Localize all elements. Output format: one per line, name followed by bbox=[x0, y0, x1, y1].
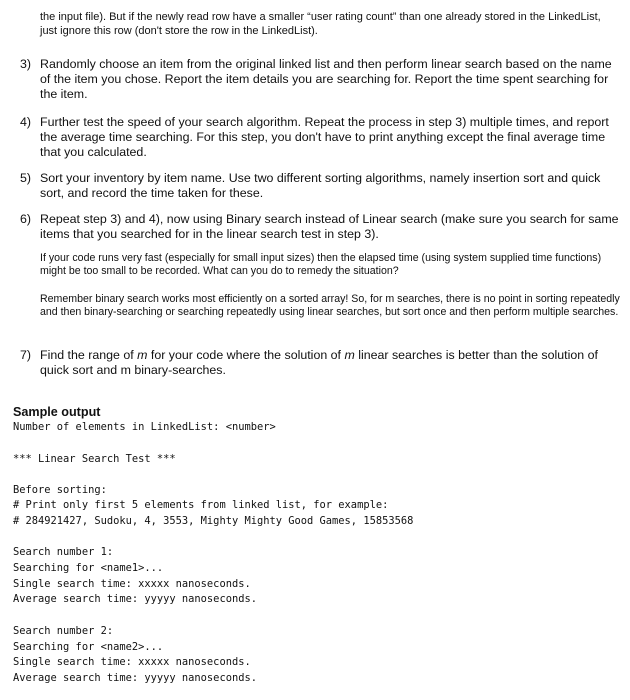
step-number: 7) bbox=[20, 348, 32, 362]
code-line-average-time: Average search time: yyyyy nanoseconds. bbox=[13, 672, 257, 684]
intro-paragraph: the input file). But if the newly read row have a smaller “user rating count” than one already stored in the LinkedList, just ignore this row (don't store the row in the LinkedList). bbox=[40, 11, 601, 37]
step-number: 3) bbox=[20, 57, 32, 71]
code-line-test-header: *** Linear Search Test *** bbox=[13, 453, 176, 465]
timing-note: If your code runs very fast (especially for small input sizes) then the elapsed time (using system supplied time functions) might be too small to be recorded. What can you do to remedy the situation? bbox=[40, 252, 602, 278]
code-line-comment: # Print only first 5 elements from linked list, for example: bbox=[13, 499, 389, 511]
step-number: 6) bbox=[20, 212, 32, 226]
variable-m: m bbox=[344, 348, 355, 362]
variable-m: m bbox=[137, 348, 148, 362]
binary-search-note: Remember binary search works most efficiently on a sorted array! So, for m searches, there is no point in sorting repeatedly and then binary-searching or searching repeatedly using linear searches, but sort once and then perform multiple searches. bbox=[40, 293, 620, 319]
step-6 bbox=[20, 212, 620, 242]
step-text: Repeat step 3) and 4), now using Binary search instead of Linear search (make sure you search for same items that you searched for in the linear search test in step 3). bbox=[40, 212, 619, 242]
sample-output-heading: Sample output bbox=[13, 405, 101, 419]
code-line-average-time: Average search time: yyyyy nanoseconds. bbox=[13, 593, 257, 605]
step-5 bbox=[20, 171, 620, 201]
code-line-searching-for: Searching for <name1>... bbox=[13, 562, 164, 574]
code-line-before-sorting: Before sorting: bbox=[13, 484, 107, 496]
code-line-element-count: Number of elements in LinkedList: <number> bbox=[13, 421, 276, 433]
step-3 bbox=[20, 57, 620, 103]
code-line-single-time: Single search time: xxxxx nanoseconds. bbox=[13, 578, 251, 590]
step-number: 5) bbox=[20, 171, 32, 185]
step-text: Find the range of m for your code where the solution of m linear searches is better than the solution of quick sort and m binary-searches. bbox=[40, 348, 598, 378]
step-text: Randomly choose an item from the original linked list and then perform linear search based on the name of the item you chose. Report the item details you are searching for. Report the time spent searching for the item. bbox=[40, 57, 612, 102]
code-line-searching-for: Searching for <name2>... bbox=[13, 641, 164, 653]
code-line-search-number: Search number 2: bbox=[13, 625, 114, 637]
code-line-comment: # 284921427, Sudoku, 4, 3553, Mighty Mighty Good Games, 15853568 bbox=[13, 515, 414, 527]
step-4 bbox=[20, 115, 620, 161]
code-line-single-time: Single search time: xxxxx nanoseconds. bbox=[13, 656, 251, 668]
code-line-search-number: Search number 1: bbox=[13, 546, 114, 558]
step-number: 4) bbox=[20, 115, 32, 129]
step-7 bbox=[20, 348, 620, 378]
step-text: Sort your inventory by item name. Use two different sorting algorithms, namely insertion sort and quick sort, and record the time taken for these. bbox=[40, 171, 601, 201]
step-text: Further test the speed of your search algorithm. Repeat the process in step 3) multiple times, and report the average time searching. For this step, you don't have to print anything except the final average time that you calculated. bbox=[40, 115, 609, 160]
